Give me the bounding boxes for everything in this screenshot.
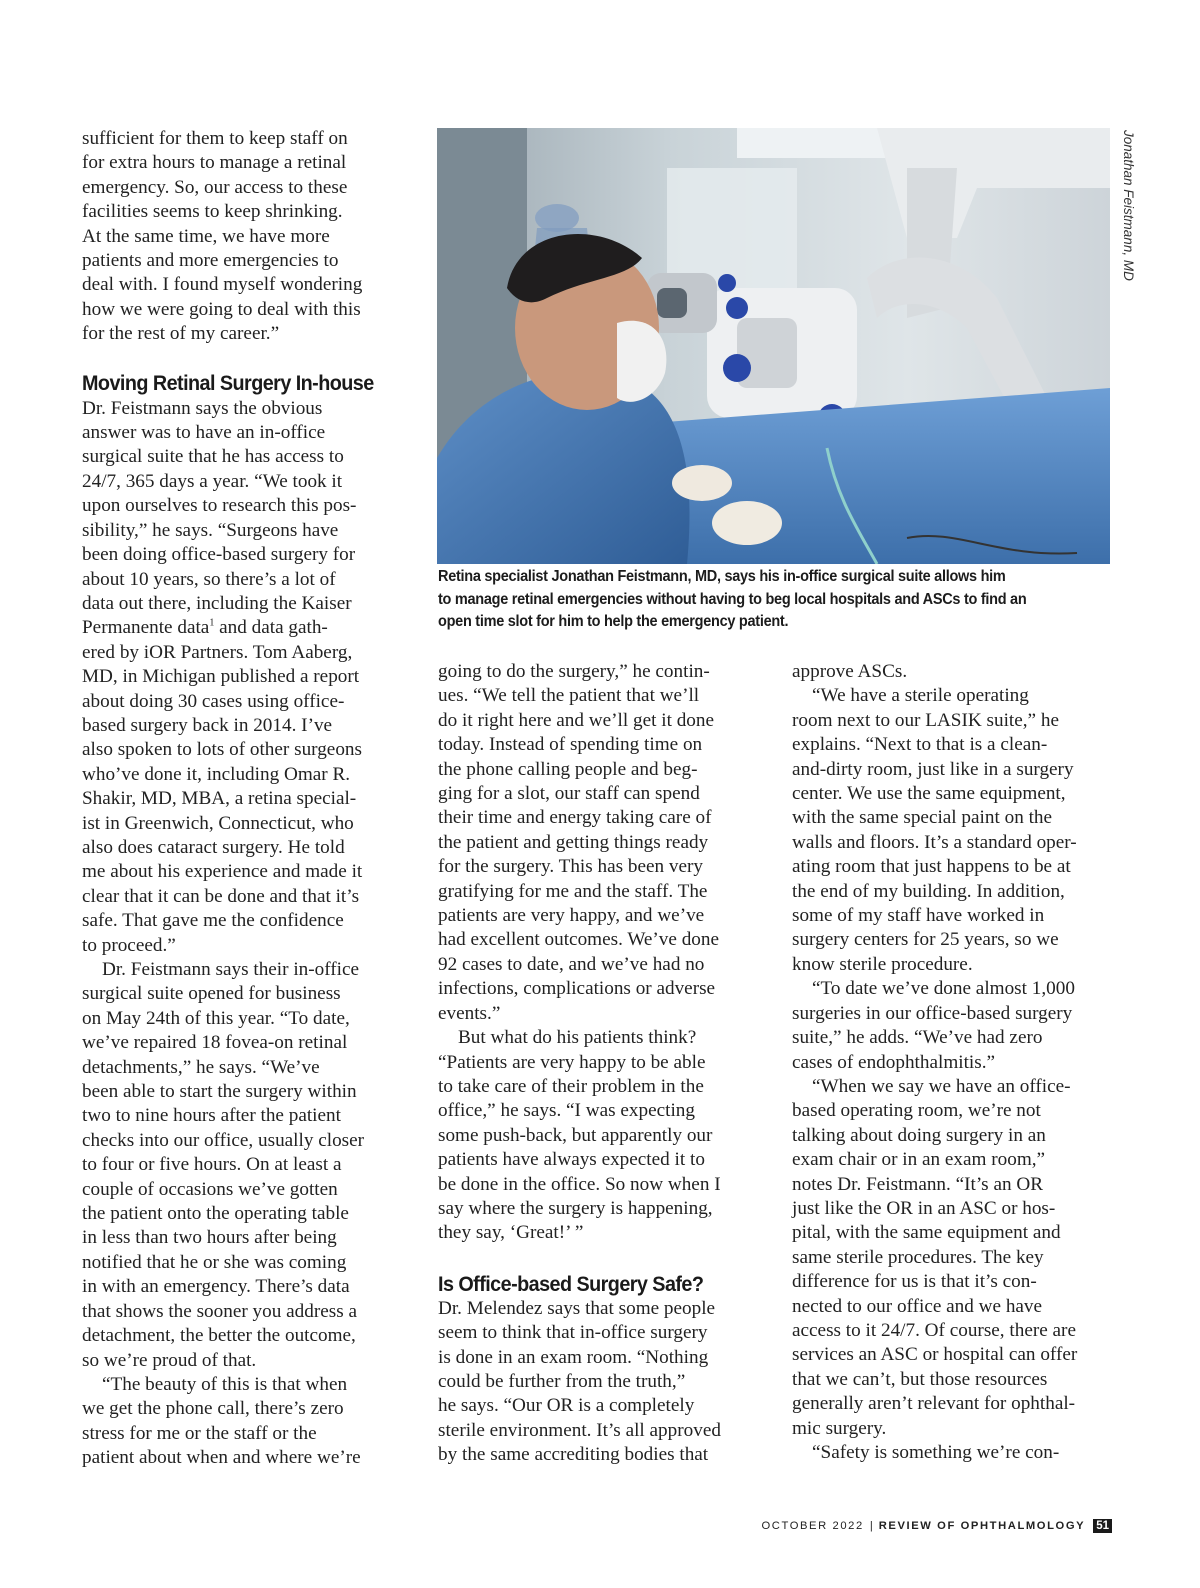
text-line: center. We use the same equipment, bbox=[792, 783, 1066, 805]
text-line: checks into our office, usually closer bbox=[82, 1129, 365, 1151]
text-line: sufficient for them to keep staff on bbox=[82, 128, 348, 149]
paragraph bbox=[82, 1373, 412, 1471]
text-line: and-dirty room, just like in a surgery bbox=[792, 758, 1074, 780]
text-line: pital, with the same equipment and bbox=[792, 1222, 1061, 1244]
text-line: access to it 24/7. Of course, there are bbox=[792, 1319, 1076, 1341]
text-line: “Patients are very happy to be able bbox=[438, 1051, 706, 1073]
text-line: notes Dr. Feistmann. “It’s an OR bbox=[792, 1173, 1044, 1195]
text-line: ist in Greenwich, Connecticut, who bbox=[82, 812, 354, 834]
text-line: deal with. I found myself wondering bbox=[82, 274, 363, 296]
text-line: surgical suite opened for business bbox=[82, 983, 341, 1005]
text-line: couple of occasions we’ve gotten bbox=[82, 1178, 338, 1200]
text-line: who’ve done it, including Omar R. bbox=[82, 763, 351, 785]
text-line: surgery centers for 25 years, so we bbox=[792, 929, 1059, 951]
text-line: “We have a sterile operating bbox=[812, 685, 1029, 707]
magazine-name: REVIEW OF OPHTHALMOLOGY bbox=[878, 1520, 1086, 1532]
text-line: had excellent outcomes. We’ve done bbox=[438, 929, 720, 951]
paragraph bbox=[82, 127, 412, 347]
page-number: 51 bbox=[1093, 1519, 1112, 1533]
text-line: for extra hours to manage a retinal bbox=[82, 152, 347, 174]
text-line: Shakir, MD, MBA, a retina special- bbox=[82, 788, 357, 810]
text-line: MD, in Michigan published a report bbox=[82, 666, 360, 688]
text-line: events.” bbox=[438, 1002, 501, 1024]
text-line: some push-back, but apparently our bbox=[438, 1124, 713, 1146]
text-fragment: and data gath- bbox=[214, 617, 328, 639]
text-line: me about his experience and made it bbox=[82, 861, 363, 883]
text-line: sibility,” he says. “Surgeons have bbox=[82, 519, 339, 541]
text-line: today. Instead of spending time on bbox=[438, 734, 703, 756]
text-line: infections, complications or adverse bbox=[438, 978, 716, 1000]
text-line: some of my staff have worked in bbox=[792, 905, 1045, 927]
text-line: going to do the surgery,” he contin- bbox=[438, 661, 710, 682]
issue-date: OCTOBER 2022 bbox=[761, 1520, 864, 1532]
text-line: he says. “Our OR is a completely bbox=[438, 1395, 695, 1417]
text-line: the end of my building. In addition, bbox=[792, 880, 1065, 902]
text-line: the phone calling people and beg- bbox=[438, 758, 698, 780]
text-line: “To date we’ve done almost 1,000 bbox=[812, 978, 1075, 1000]
text-line: walls and floors. It’s a standard oper- bbox=[792, 831, 1077, 853]
text-line: patients and more emergencies to bbox=[82, 250, 339, 272]
text-line: “The beauty of this is that when bbox=[102, 1373, 348, 1395]
text-line: their time and energy taking care of bbox=[438, 807, 712, 829]
text-line: emergency. So, our access to these bbox=[82, 176, 348, 198]
paragraph bbox=[82, 958, 412, 1373]
text-line: is done in an exam room. “Nothing bbox=[438, 1346, 709, 1368]
text-fragment: Permanente data bbox=[82, 617, 210, 639]
text-line: “Safety is something we’re con- bbox=[812, 1442, 1060, 1463]
text-line: 92 cases to date, and we’ve had no bbox=[438, 953, 705, 975]
text-line: clear that it can be done and that it’s bbox=[82, 885, 360, 907]
text-line: for the surgery. This has been very bbox=[438, 856, 703, 878]
text-line: talking about doing surgery in an bbox=[792, 1124, 1046, 1146]
text-line: ues. “We tell the patient that we’ll bbox=[438, 685, 700, 707]
text-line: just like the OR in an ASC or hos- bbox=[792, 1197, 1056, 1219]
text-line: do it right here and we’ll get it done bbox=[438, 709, 715, 731]
text-line: based operating room, we’re not bbox=[792, 1100, 1041, 1122]
text-line: with the same special paint on the bbox=[792, 807, 1053, 829]
caption-line: open time slot for him to help the emergency patient. bbox=[438, 613, 789, 630]
text-line: mic surgery. bbox=[792, 1417, 887, 1439]
text-line: so we’re proud of that. bbox=[82, 1349, 257, 1371]
text-line: At the same time, we have more bbox=[82, 225, 330, 247]
text-line: be done in the office. So now when I bbox=[438, 1173, 721, 1195]
text-line: how we were going to deal with this bbox=[82, 298, 361, 320]
text-line: also spoken to lots of other surgeons bbox=[82, 739, 362, 761]
text-line: they say, ‘Great!’ ” bbox=[438, 1222, 584, 1244]
text-line: cases of endophthalmitis.” bbox=[792, 1051, 996, 1073]
text-line: Dr. Feistmann says their in-office bbox=[102, 959, 360, 980]
paragraph bbox=[792, 1441, 1122, 1465]
text-line: say where the surgery is happening, bbox=[438, 1197, 713, 1219]
paragraph bbox=[82, 397, 412, 958]
text-line: could be further from the truth,” bbox=[438, 1370, 686, 1392]
text-line: office,” he says. “I was expecting bbox=[438, 1100, 695, 1122]
text-line: services an ASC or hospital can offer bbox=[792, 1344, 1078, 1366]
text-line: patients are very happy, and we’ve bbox=[438, 905, 705, 927]
section-heading: Is Office-based Surgery Safe? bbox=[438, 1271, 704, 1296]
text-line: to four or five hours. On at least a bbox=[82, 1154, 342, 1176]
text-line: stress for me or the staff or the bbox=[82, 1422, 317, 1444]
paragraph bbox=[438, 660, 768, 1026]
text-line: we’ve repaired 18 fovea-on retinal bbox=[82, 1032, 348, 1054]
text-line: generally aren’t relevant for ophthal- bbox=[792, 1393, 1076, 1415]
text-line: been able to start the surgery within bbox=[82, 1081, 357, 1103]
text-line: safe. That gave me the confidence bbox=[82, 910, 344, 932]
footnote-reference[interactable]: 1 bbox=[209, 617, 215, 629]
text-line: answer was to have an in-office bbox=[82, 422, 326, 444]
caption-line: to manage retinal emergencies without having to beg local hospitals and ASCs to find an bbox=[438, 590, 1027, 608]
text-line: about 10 years, so there’s a lot of bbox=[82, 568, 336, 590]
text-line: that we can’t, but those resources bbox=[792, 1368, 1048, 1390]
text-line: data out there, including the Kaiser bbox=[82, 592, 352, 614]
article-column-right bbox=[792, 660, 1122, 1465]
article-column-left bbox=[82, 127, 412, 1471]
text-line: “When we say we have an office- bbox=[812, 1075, 1071, 1097]
text-line: by the same accrediting bodies that bbox=[438, 1444, 709, 1466]
text-line: to take care of their problem in the bbox=[438, 1075, 704, 1097]
text-line: on May 24th of this year. “To date, bbox=[82, 1007, 350, 1029]
text-line: for the rest of my career.” bbox=[82, 323, 280, 345]
caption-line: Retina specialist Jonathan Feistmann, MD, says his in-office surgical suite allows him bbox=[438, 568, 1006, 585]
text-line: in less than two hours after being bbox=[82, 1227, 337, 1249]
paragraph bbox=[792, 977, 1122, 1075]
text-line: about doing 30 cases using office- bbox=[82, 690, 345, 712]
text-line: ating room that just happens to be at bbox=[792, 856, 1071, 878]
photo-caption bbox=[438, 566, 1110, 634]
text-line: ging for a slot, our staff can spend bbox=[438, 783, 700, 805]
text-line: we get the phone call, there’s zero bbox=[82, 1398, 344, 1420]
text-line: know sterile procedure. bbox=[792, 953, 973, 975]
text-line: also does cataract surgery. He told bbox=[82, 836, 345, 858]
text-line: to proceed.” bbox=[82, 934, 176, 956]
paragraph bbox=[792, 684, 1122, 977]
text-line: exam chair or in an exam room,” bbox=[792, 1149, 1046, 1171]
text-line: detachment, the better the outcome, bbox=[82, 1325, 356, 1347]
article-photo bbox=[437, 128, 1110, 564]
paragraph bbox=[438, 1026, 768, 1246]
surgery-photo-illustration bbox=[437, 128, 1110, 564]
photo-credit: Jonathan Feistmann, MD bbox=[1121, 130, 1136, 281]
paragraph bbox=[438, 1297, 768, 1468]
paragraph bbox=[792, 1075, 1122, 1441]
text-line: been doing office-based surgery for bbox=[82, 544, 356, 566]
text-line: explains. “Next to that is a clean- bbox=[792, 734, 1048, 756]
text-line: surgeries in our office-based surgery bbox=[792, 1002, 1073, 1024]
text-line: same sterile procedures. The key bbox=[792, 1246, 1044, 1268]
text-line: facilities seems to keep shrinking. bbox=[82, 201, 343, 223]
text-line: patient about when and where we’re bbox=[82, 1447, 361, 1469]
footer-separator: | bbox=[869, 1520, 873, 1532]
text-line: based surgery back in 2014. I’ve bbox=[82, 714, 333, 736]
text-line: the patient and getting things ready bbox=[438, 831, 709, 853]
text-line: ered by iOR Partners. Tom Aaberg, bbox=[82, 641, 353, 663]
text-line: surgical suite that he has access to bbox=[82, 446, 344, 468]
text-line: 24/7, 365 days a year. “We took it bbox=[82, 470, 343, 492]
text-line: patients have always expected it to bbox=[438, 1149, 705, 1171]
text-line: difference for us is that it’s con- bbox=[792, 1271, 1037, 1293]
paragraph bbox=[792, 660, 1122, 684]
text-line: suite,” he adds. “We’ve had zero bbox=[792, 1027, 1043, 1049]
text-line: gratifying for me and the staff. The bbox=[438, 880, 708, 902]
text-line: notified that he or she was coming bbox=[82, 1251, 347, 1273]
text-line: Dr. Feistmann says the obvious bbox=[82, 397, 323, 419]
text-line: Dr. Melendez says that some people bbox=[438, 1297, 716, 1319]
text-line: seem to think that in-office surgery bbox=[438, 1322, 708, 1344]
section-heading: Moving Retinal Surgery In-house bbox=[82, 370, 374, 395]
text-line: room next to our LASIK suite,” he bbox=[792, 709, 1059, 731]
text-line: two to nine hours after the patient bbox=[82, 1105, 341, 1127]
text-line: the patient onto the operating table bbox=[82, 1203, 349, 1225]
page-footer bbox=[761, 1517, 1112, 1535]
text-line: approve ASCs. bbox=[792, 661, 908, 682]
text-line: detachments,” he says. “We’ve bbox=[82, 1056, 320, 1078]
text-line: that shows the sooner you address a bbox=[82, 1300, 357, 1322]
text-line: in with an emergency. There’s data bbox=[82, 1276, 350, 1298]
text-line: But what do his patients think? bbox=[458, 1027, 697, 1049]
article-column-middle bbox=[438, 660, 768, 1468]
text-line: sterile environment. It’s all approved bbox=[438, 1419, 721, 1441]
text-line bbox=[82, 616, 412, 640]
text-line: nected to our office and we have bbox=[792, 1295, 1043, 1317]
text-line: upon ourselves to research this pos- bbox=[82, 495, 357, 517]
